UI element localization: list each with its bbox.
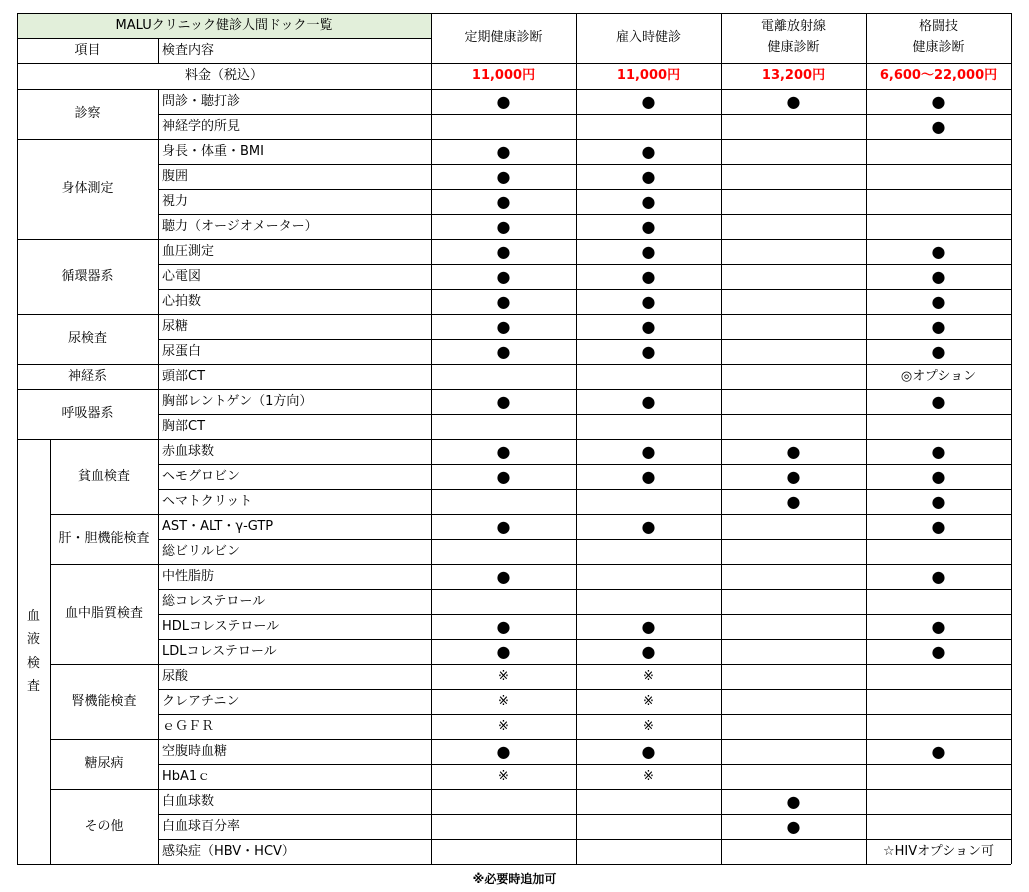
empty-cell: [721, 689, 866, 714]
grid-line: [17, 864, 1011, 865]
empty-cell: [866, 539, 1011, 564]
column-header-3: [721, 13, 866, 63]
empty-cell: [866, 214, 1011, 239]
grid-line: [17, 314, 1011, 315]
grid-line: [158, 289, 1011, 290]
test-item: 総コレステロール: [162, 593, 266, 609]
empty-cell: [866, 589, 1011, 614]
empty-cell: [721, 264, 866, 289]
blood-test-label-char: 査: [26, 678, 40, 694]
grid-line: [158, 839, 1011, 840]
item-header: 項目: [74, 42, 101, 58]
included-mark: ●: [641, 266, 656, 286]
empty-cell: [721, 189, 866, 214]
test-item: ヘモグロビン: [162, 468, 241, 484]
blood-test-label-char: 検: [26, 655, 40, 671]
empty-cell: [431, 489, 576, 514]
empty-cell: [721, 539, 866, 564]
included-mark: ●: [931, 516, 946, 536]
column-header-text: 格闘技: [918, 19, 958, 35]
grid-line: [50, 514, 1011, 515]
included-mark: ●: [931, 441, 946, 461]
empty-cell: [721, 364, 866, 389]
grid-line: [158, 264, 1011, 265]
test-item: 問診・聴打診: [162, 93, 241, 109]
included-mark: ●: [496, 466, 511, 486]
test-item: 白血球数: [162, 793, 215, 809]
empty-cell: [431, 789, 576, 814]
included-mark: ●: [641, 341, 656, 361]
included-mark: ●: [641, 241, 656, 261]
test-item: ｅＧＦＲ: [162, 718, 215, 734]
content-header: 検査内容: [162, 42, 215, 58]
included-mark: ●: [931, 741, 946, 761]
included-mark: ●: [496, 91, 511, 111]
test-item: 尿酸: [162, 668, 189, 684]
grid-line: [158, 814, 1011, 815]
empty-cell: [431, 364, 576, 389]
grid-line: [158, 189, 1011, 190]
empty-cell: [721, 289, 866, 314]
grid-line: [158, 764, 1011, 765]
empty-cell: [866, 664, 1011, 689]
empty-cell: [866, 814, 1011, 839]
empty-cell: [431, 414, 576, 439]
empty-cell: [721, 114, 866, 139]
empty-cell: [576, 414, 721, 439]
empty-cell: [576, 814, 721, 839]
subgroup-label: 貧血検査: [77, 468, 130, 484]
included-mark: ●: [496, 291, 511, 311]
empty-cell: [721, 614, 866, 639]
included-mark: ●: [496, 741, 511, 761]
mark-text: ※: [643, 693, 654, 709]
grid-line: [158, 489, 1011, 490]
grid-line: [17, 13, 1011, 14]
empty-cell: [721, 389, 866, 414]
empty-cell: [431, 539, 576, 564]
grid-line: [17, 389, 1011, 390]
included-mark: ●: [641, 441, 656, 461]
test-item: 中性脂肪: [162, 568, 215, 584]
empty-cell: [431, 839, 576, 864]
included-mark: ●: [496, 516, 511, 536]
test-item: LDLコレステロール: [162, 643, 277, 659]
mark-text: ※: [643, 718, 654, 734]
included-mark: ●: [786, 816, 801, 836]
included-mark: ●: [496, 266, 511, 286]
included-mark: ●: [931, 266, 946, 286]
grid-line: [17, 364, 1011, 365]
included-mark: ●: [931, 566, 946, 586]
empty-cell: [431, 114, 576, 139]
empty-cell: [721, 739, 866, 764]
empty-cell: [866, 714, 1011, 739]
included-mark: ●: [641, 141, 656, 161]
included-mark: ●: [496, 166, 511, 186]
grid-line: [158, 689, 1011, 690]
grid-line: [158, 89, 159, 864]
test-item: 心拍数: [162, 293, 202, 309]
price-3: 13,200円: [761, 68, 826, 84]
included-mark: ●: [931, 116, 946, 136]
price-1: 11,000円: [471, 68, 536, 84]
grid-line: [50, 789, 1011, 790]
grid-line: [50, 739, 1011, 740]
blood-test-label-char: 血: [26, 608, 40, 624]
empty-cell: [866, 189, 1011, 214]
test-item: 神経学的所見: [162, 118, 241, 134]
included-mark: ●: [931, 91, 946, 111]
included-mark: ●: [641, 316, 656, 336]
test-item: 赤血球数: [162, 443, 215, 459]
grid-line: [158, 164, 1011, 165]
empty-cell: [866, 414, 1011, 439]
empty-cell: [431, 589, 576, 614]
included-mark: ●: [641, 91, 656, 111]
column-header-text: 健康診断: [912, 40, 965, 55]
grid-line: [158, 714, 1011, 715]
empty-cell: [866, 789, 1011, 814]
mark-text: ◎オプション: [900, 368, 977, 384]
mark-text: ☆HIVオプション可: [883, 843, 994, 859]
empty-cell: [576, 364, 721, 389]
empty-cell: [721, 139, 866, 164]
empty-cell: [721, 314, 866, 339]
footnote: ※必要時追加可: [472, 872, 557, 886]
included-mark: ●: [496, 216, 511, 236]
test-item: 総ビリルビン: [162, 543, 241, 559]
empty-cell: [866, 164, 1011, 189]
subgroup-label: その他: [84, 818, 124, 834]
grid-line: [158, 339, 1011, 340]
group-label: 尿検査: [67, 331, 107, 347]
grid-line: [17, 89, 1011, 90]
grid-line: [17, 139, 1011, 140]
mark-text: ※: [498, 768, 509, 784]
included-mark: ●: [496, 341, 511, 361]
column-header-text: 健康診断: [767, 40, 820, 55]
empty-cell: [721, 214, 866, 239]
mark-text: ※: [498, 718, 509, 734]
empty-cell: [866, 139, 1011, 164]
included-mark: ●: [641, 391, 656, 411]
included-mark: ●: [496, 316, 511, 336]
included-mark: ●: [786, 466, 801, 486]
included-mark: ●: [641, 191, 656, 211]
grid-line: [158, 589, 1011, 590]
included-mark: ●: [786, 91, 801, 111]
grid-line: [158, 464, 1011, 465]
blood-test-label-char: 液: [26, 632, 40, 648]
empty-cell: [721, 639, 866, 664]
blood-test-label: [17, 439, 50, 864]
included-mark: ●: [641, 291, 656, 311]
grid-line: [17, 63, 1011, 64]
included-mark: ●: [931, 316, 946, 336]
test-item: 尿蛋白: [162, 343, 202, 359]
subgroup-label: 血中脂質検査: [64, 606, 143, 622]
empty-cell: [576, 789, 721, 814]
subgroup-label: 肝・胆機能検査: [58, 531, 150, 547]
grid-line: [17, 239, 1011, 240]
column-header-text: 雇入時健診: [615, 29, 681, 45]
grid-line: [50, 564, 1011, 565]
included-mark: ●: [496, 566, 511, 586]
empty-cell: [721, 164, 866, 189]
test-item: 視力: [162, 193, 189, 209]
mark-text: ※: [643, 668, 654, 684]
included-mark: ●: [496, 191, 511, 211]
grid-line: [158, 38, 159, 63]
included-mark: ●: [931, 641, 946, 661]
included-mark: ●: [931, 291, 946, 311]
included-mark: ●: [786, 441, 801, 461]
subgroup-label: 腎機能検査: [71, 693, 137, 709]
mark-text: ※: [498, 668, 509, 684]
fee-label: 料金（税込）: [184, 68, 263, 84]
column-header-1: [431, 13, 576, 63]
column-header-text: 電離放射線: [760, 19, 826, 35]
included-mark: ●: [496, 241, 511, 261]
empty-cell: [721, 339, 866, 364]
included-mark: ●: [641, 466, 656, 486]
grid-line: [17, 38, 431, 39]
test-item: クレアチニン: [162, 693, 240, 709]
price-4: 6,600～22,000円: [879, 68, 998, 84]
group-label: 循環器系: [61, 268, 114, 284]
test-item: 白血球百分率: [162, 818, 241, 834]
grid-line: [158, 639, 1011, 640]
included-mark: ●: [641, 616, 656, 636]
grid-line: [50, 439, 51, 864]
group-label: 呼吸器系: [61, 406, 114, 422]
test-item: 空腹時血糖: [162, 743, 228, 759]
included-mark: ●: [496, 391, 511, 411]
included-mark: ●: [496, 616, 511, 636]
included-mark: ●: [931, 616, 946, 636]
test-item: HbA1ｃ: [162, 768, 211, 784]
included-mark: ●: [641, 216, 656, 236]
empty-cell: [721, 239, 866, 264]
grid-line: [158, 414, 1011, 415]
grid-line: [158, 214, 1011, 215]
included-mark: ●: [786, 491, 801, 511]
column-header-4: [866, 13, 1011, 63]
grid-line: [158, 114, 1011, 115]
grid-line: [158, 539, 1011, 540]
included-mark: ●: [641, 641, 656, 661]
mark-text: ※: [643, 768, 654, 784]
empty-cell: [866, 689, 1011, 714]
test-item: 血圧測定: [162, 243, 215, 259]
included-mark: ●: [931, 391, 946, 411]
grid-line: [1011, 13, 1012, 864]
empty-cell: [576, 114, 721, 139]
group-label: 身体測定: [61, 181, 114, 197]
grid-line: [17, 439, 1011, 440]
test-item: AST・ALT・γ-GTP: [162, 518, 274, 534]
included-mark: ●: [931, 491, 946, 511]
empty-cell: [576, 539, 721, 564]
included-mark: ●: [496, 441, 511, 461]
group-label: 神経系: [67, 368, 107, 384]
subgroup-label: 糖尿病: [84, 756, 124, 772]
grid-line: [50, 664, 1011, 665]
empty-cell: [576, 564, 721, 589]
empty-cell: [576, 839, 721, 864]
group-label: 診察: [74, 106, 101, 122]
grid-line: [158, 614, 1011, 615]
empty-cell: [721, 764, 866, 789]
test-item: 頭部CT: [162, 368, 206, 384]
empty-cell: [576, 589, 721, 614]
column-header-2: [576, 13, 721, 63]
empty-cell: [721, 514, 866, 539]
included-mark: ●: [641, 741, 656, 761]
included-mark: ●: [496, 141, 511, 161]
empty-cell: [721, 839, 866, 864]
included-mark: ●: [496, 641, 511, 661]
test-item: 聴力（オージオメーター）: [162, 218, 318, 234]
included-mark: ●: [931, 341, 946, 361]
empty-cell: [431, 814, 576, 839]
empty-cell: [721, 414, 866, 439]
test-item: 尿糖: [162, 318, 189, 334]
test-item: 腹囲: [162, 168, 189, 184]
column-header-text: 定期健康診断: [464, 29, 543, 45]
empty-cell: [721, 664, 866, 689]
empty-cell: [721, 714, 866, 739]
included-mark: ●: [931, 466, 946, 486]
table-title: MALUクリニック健診人間ドック一覧: [17, 13, 431, 38]
included-mark: ●: [641, 166, 656, 186]
included-mark: ●: [641, 516, 656, 536]
empty-cell: [866, 764, 1011, 789]
test-item: ヘマトクリット: [162, 493, 253, 509]
included-mark: ●: [786, 791, 801, 811]
test-item: 胸部レントゲン（1方向）: [162, 393, 313, 409]
price-2: 11,000円: [616, 68, 681, 84]
empty-cell: [576, 489, 721, 514]
empty-cell: [721, 564, 866, 589]
test-item: HDLコレステロール: [162, 618, 280, 634]
empty-cell: [721, 589, 866, 614]
test-item: 感染症（HBV・HCV）: [162, 843, 295, 859]
test-item: 胸部CT: [162, 418, 206, 434]
mark-text: ※: [498, 693, 509, 709]
test-item: 心電図: [162, 268, 202, 284]
test-item: 身長・体重・BMI: [162, 143, 264, 159]
included-mark: ●: [931, 241, 946, 261]
